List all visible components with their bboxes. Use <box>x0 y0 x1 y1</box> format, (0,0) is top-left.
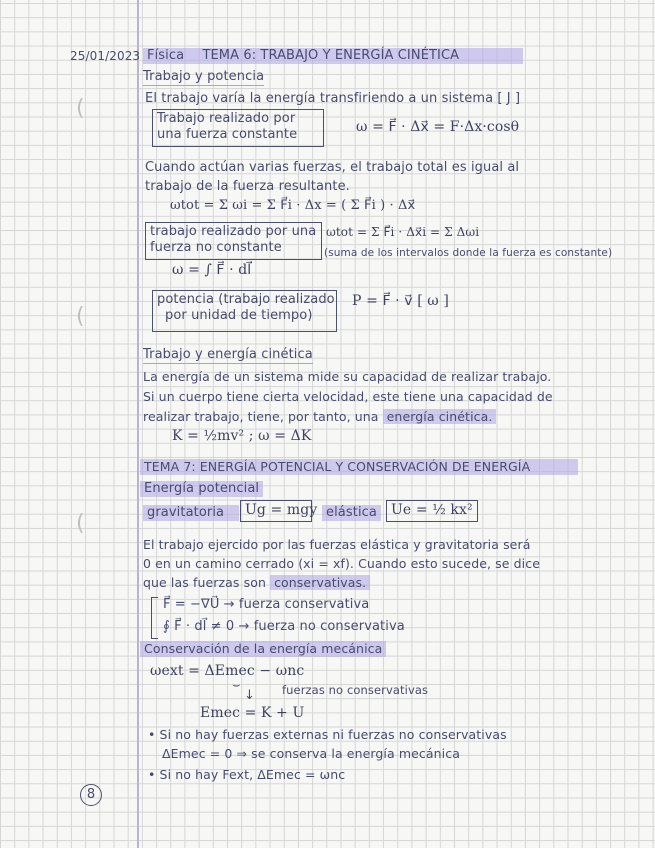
bracket-icon <box>151 597 158 639</box>
text-line: Cuando actúan varias fuerzas, el trabajo total es igual al <box>145 160 520 175</box>
note-nonconservative: fuerzas no conservativas <box>282 683 429 697</box>
text-fragment: realizar trabajo, tiene, por tanto, una <box>143 409 379 424</box>
formula-elastic-potential: Ue = ½ kx² <box>391 502 473 518</box>
text-line <box>143 409 496 425</box>
text-line: El trabajo varía la energía transfiriendo a un sistema [ J ] <box>145 91 521 106</box>
formula-box-elastic <box>386 500 478 522</box>
text-fragment: que las fuerzas son <box>143 575 266 590</box>
text-line: El trabajo ejercido por las fuerzas elástica y gravitatoria será <box>143 537 531 552</box>
page-number: 8 <box>80 784 102 806</box>
highlighted-term: conservativas. <box>270 575 370 590</box>
brace-arrow-icon: ⌣ <box>232 678 241 693</box>
date: 25/01/2023 <box>70 49 141 63</box>
text-line: La energía de un sistema mide su capacidad de realizar trabajo. <box>143 369 552 384</box>
note-intervals: (suma de los intervalos donde la fuerza es constante) <box>324 247 613 259</box>
label-gravitational: gravitatoria <box>143 505 239 521</box>
box-line: fuerza no constante <box>150 240 282 255</box>
formula-work-intervals: ωtot = Σ F⃗i · Δx⃗i = Σ Δωi <box>326 225 480 239</box>
text-line <box>143 575 370 591</box>
definition-box-variable-force <box>145 222 322 260</box>
punch-hole-icon: ( <box>76 304 85 329</box>
box-line: potencia (trabajo realizado <box>157 292 335 307</box>
box-line: Trabajo realizado por <box>157 111 296 126</box>
formula-kinetic-energy: K = ½mv² ; ω = ΔK <box>172 428 312 444</box>
conservative-force-line: F⃗ = −∇U⃗ → fuerza conservativa <box>163 597 370 612</box>
bullet-conservation: ΔEmec = 0 ⇒ se conserva la energía mecánica <box>162 746 460 761</box>
section-heading-mechanical-energy: Conservación de la energía mecánica <box>140 641 386 657</box>
definition-box-power <box>152 290 337 332</box>
label-elastic: elástica <box>322 505 381 521</box>
bullet-no-external: • Si no hay Fext, ΔEmec = ωnc <box>148 767 346 782</box>
section-title-tema7: TEMA 7: ENERGÍA POTENCIAL Y CONSERVACIÓN DE ENERGÍA <box>140 459 578 475</box>
nonconservative-force-line: ∮ F⃗ · dl⃗ ≠ 0 → fuerza no conservativa <box>163 619 405 634</box>
definition-box-constant-force <box>152 109 324 147</box>
formula-work-total: ωtot = Σ ωi = Σ F⃗i · Δx = ( Σ F⃗i ) · Δx⃗ <box>170 198 416 213</box>
box-line: trabajo realizado por una <box>150 224 317 239</box>
formula-gravitational-potential: Ug = mgy <box>245 502 318 518</box>
box-line: por unidad de tiempo) <box>165 308 313 323</box>
bullet-no-forces: • Si no hay fuerzas externas ni fuerzas no conservativas <box>148 727 507 742</box>
highlighted-term: energía cinética. <box>383 409 497 424</box>
text-line: 0 en un camino cerrado (xi = xf). Cuando esto sucede, se dice <box>143 556 541 571</box>
subject: Física <box>147 48 185 63</box>
formula-mechanical-energy: Emec = K + U <box>200 705 305 721</box>
page-title: TEMA 6: TRABAJO Y ENERGÍA CINÉTICA <box>202 48 460 63</box>
margin-line <box>137 0 139 848</box>
formula-external-work: ωext = ΔEmec − ωnc <box>150 663 305 679</box>
punch-hole-icon: ( <box>76 96 85 121</box>
section-heading-work-kinetic: Trabajo y energía cinética <box>143 347 313 362</box>
text-line: Si un cuerpo tiene cierta velocidad, este tiene una capacidad de <box>143 389 553 404</box>
down-arrow-icon: ↓ <box>244 688 255 703</box>
formula-power: P = F⃗ · v⃗ [ ω ] <box>352 293 449 309</box>
section-heading-work-power: Trabajo y potencia <box>143 69 265 84</box>
punch-hole-icon: ( <box>76 511 85 536</box>
formula-work-integral: ω = ∫ F⃗ · dl⃗ <box>172 262 252 278</box>
box-line: una fuerza constante <box>157 127 298 142</box>
formula-box-gravitational <box>240 500 318 522</box>
formula-work-constant: ω = F⃗ · Δx⃗ = F·Δx·cosθ <box>356 119 520 135</box>
section-heading-potential: Energía potencial <box>140 481 263 497</box>
text-line: trabajo de la fuerza resultante. <box>145 179 350 194</box>
header-band <box>143 48 523 64</box>
